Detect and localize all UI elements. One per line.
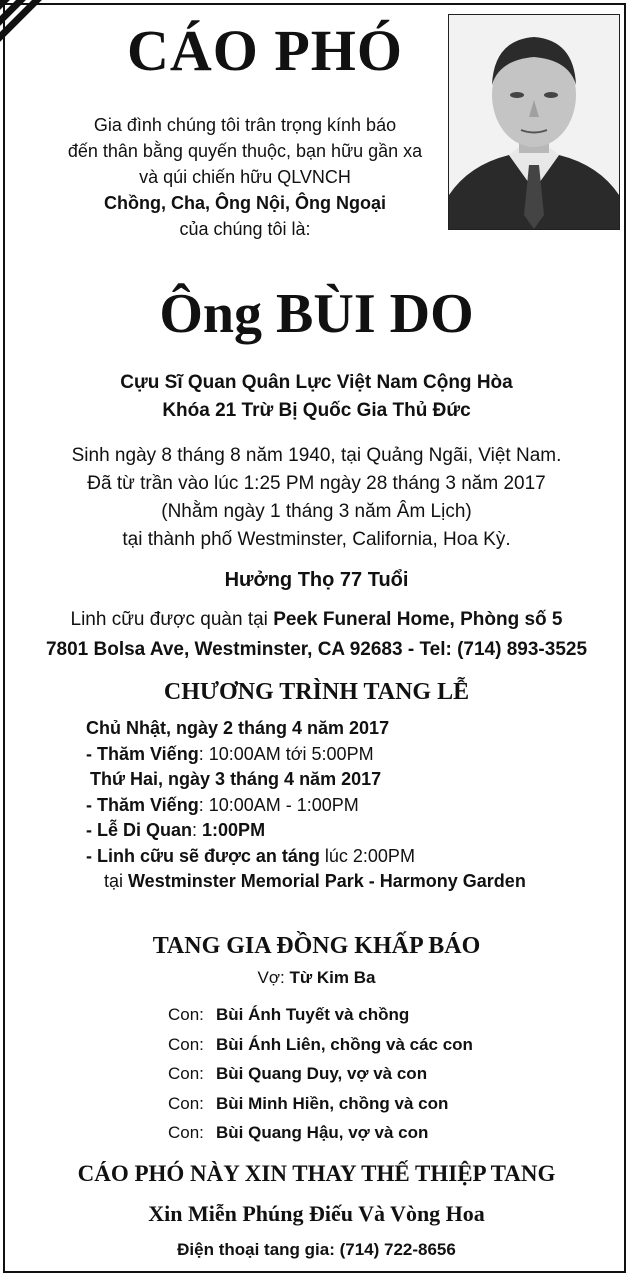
replacement-notice: CÁO PHÓ NÀY XIN THAY THẾ THIỆP TANG: [77, 1161, 556, 1186]
age-at-death: Hưởng Thọ 77 Tuổi: [224, 569, 409, 591]
intro-closing: của chúng tôi là:: [179, 219, 311, 239]
schedule-item: [86, 793, 606, 819]
military-rank: [0, 369, 633, 425]
bio-line: Đã từ trần vào lúc 1:25 PM ngày 28 tháng 3 năm 2017: [87, 473, 546, 494]
spouse-label: Vợ:: [257, 968, 290, 987]
child-name: Bùi Quang Hậu, vợ và con: [216, 1123, 429, 1142]
list-item: [168, 1030, 588, 1060]
schedule-item: [86, 844, 606, 870]
procession-time: 1:00PM: [202, 820, 266, 840]
visit-time: : 10:00AM - 1:00PM: [198, 794, 359, 815]
funeral-schedule: [86, 716, 606, 895]
funeral-home-address: 7801 Bolsa Ave, Westminster, CA 92683 - Tel: (714) 893-3525: [45, 639, 588, 660]
burial-time: lúc 2:00PM: [319, 845, 415, 866]
intro-line: đến thân bằng quyến thuộc, bạn hữu gần xa: [67, 141, 423, 161]
list-item: [168, 1089, 588, 1119]
child-name: Bùi Minh Hiền, chồng và con: [216, 1093, 449, 1113]
child-label: Con:: [168, 1005, 204, 1024]
burial-at: tại: [104, 871, 129, 891]
obituary-title: CÁO PHÓ: [126, 18, 404, 83]
child-label: Con:: [168, 1123, 204, 1142]
family-phone: Điện thoại tang gia: (714) 722-8656: [177, 1240, 456, 1259]
visit-time: : 10:00AM tới 5:00PM: [198, 743, 374, 764]
procession-label: - Lễ Di Quan: [86, 820, 193, 840]
children-list: [168, 1000, 588, 1148]
program-title: CHƯƠNG TRÌNH TANG LỄ: [163, 679, 470, 705]
rank-line: Khóa 21 Trừ Bị Quốc Gia Thủ Đức: [162, 400, 471, 421]
schedule-item: [86, 818, 606, 844]
funeral-home-line: [0, 605, 633, 635]
child-label: Con:: [168, 1064, 204, 1083]
burial-label: - Linh cữu sẽ được an táng: [86, 845, 320, 866]
child-name: Bùi Ánh Liên, chồng và các con: [216, 1034, 473, 1054]
visit-label: - Thăm Viếng: [86, 794, 199, 815]
burial-place: Westminster Memorial Park - Harmony Garden: [128, 871, 526, 891]
no-flowers-notice: Xin Miễn Phúng Điếu Và Vòng Hoa: [148, 1201, 485, 1226]
list-item: [168, 1118, 588, 1148]
intro-text: [40, 112, 450, 242]
family-title: TANG GIA ĐỒNG KHẤP BÁO: [152, 933, 481, 959]
portrait-photo: [448, 14, 620, 230]
bio-line: (Nhằm ngày 1 tháng 3 năm Âm Lịch): [161, 501, 472, 522]
schedule-day: Chủ Nhật, ngày 2 tháng 4 năm 2017: [86, 718, 390, 738]
relations-line: Chồng, Cha, Ông Nội, Ông Ngoại: [104, 193, 386, 213]
child-name: Bùi Quang Duy, vợ và con: [216, 1064, 428, 1083]
bio-line: tại thành phố Westminster, California, Hoa Kỳ.: [122, 529, 511, 550]
biography: [0, 442, 633, 554]
schedule-item: [86, 742, 606, 768]
visit-label: - Thăm Viếng: [86, 743, 199, 764]
funeral-home-info: [0, 605, 633, 665]
child-label: Con:: [168, 1034, 204, 1054]
spouse-line: [0, 965, 633, 991]
procession-sep: :: [192, 820, 203, 840]
schedule-day: Thứ Hai, ngày 3 tháng 4 năm 2017: [90, 769, 382, 789]
child-name: Bùi Ánh Tuyết và chồng: [216, 1005, 410, 1024]
rank-line: Cựu Sĩ Quan Quân Lực Việt Nam Cộng Hòa: [120, 372, 513, 393]
schedule-item: [86, 869, 606, 895]
funeral-home-name: Peek Funeral Home, Phòng số 5: [273, 609, 563, 630]
intro-line: Gia đình chúng tôi trân trọng kính báo: [93, 115, 397, 135]
child-label: Con:: [168, 1093, 204, 1113]
funeral-home-prefix: Linh cữu được quàn tại: [70, 609, 274, 630]
intro-line: và qúi chiến hữu QLVNCH: [139, 167, 351, 187]
bio-line: Sinh ngày 8 tháng 8 năm 1940, tại Quảng Ngãi, Việt Nam.: [71, 445, 562, 466]
list-item: [168, 1059, 588, 1089]
deceased-name: Ông BÙI DO: [159, 283, 474, 345]
spouse-name: Từ Kim Ba: [289, 968, 376, 987]
list-item: [168, 1000, 588, 1030]
